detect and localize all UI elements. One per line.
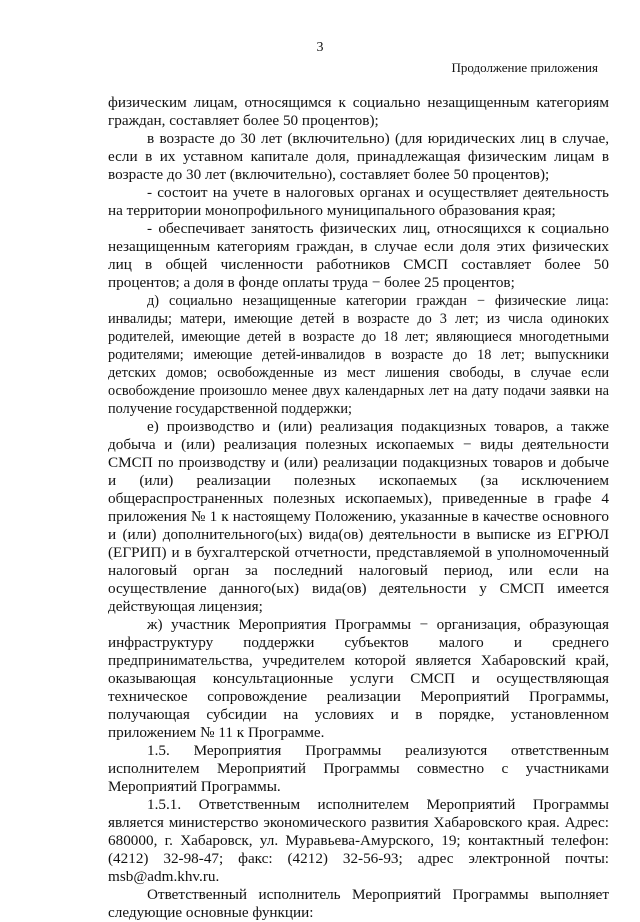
page-number: 3 (316, 40, 324, 55)
paragraph-8: 1.5. Мероприятия Программы реализуются ответственным исполнителем Мероприятий Программы совместно с участниками Мероприятий Программы. (108, 742, 609, 795)
paragraph-9: 1.5.1. Ответственным исполнителем Мероприятий Программы является министерство экономического развития Хабаровского края. Адрес: 680000, г. Хабаровск, ул. Муравьева-Амурского, 19; контактный телефон: (4212) 32-98-47; факс: (4212) 32-56-93; адрес электронной почты: msb@adm.khv.ru. (108, 796, 609, 885)
paragraph-6: е) производство и (или) реализация подакцизных товаров, а также добыча и (или) реализация полезных ископаемых − виды деятельности СМСП по производству и (или) реализации подакцизных товаров и добыче и (или) реализации полезных ископаемых (за исключением общераспространенных полезных ископаемых), приведенные в графе 4 приложения № 1 к настоящему Положению, указанные в качестве основного и (или) дополнительного(ых) вида(ов) деятельности в выписке из ЕГРЮЛ (ЕГРИП) и в бухгалтерской отчетности, представляемой в уполномоченный налоговый орган за последний налоговый период, или если на осуществление данного(ых) вида(ов) деятельности у СМСП имеется действующая лицензия; (108, 418, 609, 615)
continuation-label: Продолжение приложения (451, 60, 598, 75)
paragraph-1: физическим лицам, относящимся к социально незащищенным категориям граждан, составляет более 50 процентов); (108, 94, 609, 129)
paragraph-5: д) социально незащищенные категории граждан − физические лица: инвалиды; матери, имеющие детей в возрасте до 3 лет; из числа одиноких родителей, имеющие детей в возрасте до 18 лет; являющиеся многодетными родителями; имеющие детей-инвалидов в возрасте до 18 лет; выпускники детских домов; освобожденные из мест лишения свободы, в случае если освобождение произошло менее двух календарных лет на дату подачи заявки на получение государственной поддержки; (108, 293, 609, 417)
document-body (108, 94, 609, 922)
paragraph-3: - состоит на учете в налоговых органах и осуществляет деятельность на территории монопрофильного муниципального образования края; (108, 184, 609, 219)
paragraph-10: Ответственный исполнитель Мероприятий Программы выполняет следующие основные функции: (108, 886, 609, 921)
paragraph-7: ж) участник Мероприятия Программы − организация, образующая инфраструктуру поддержки субъектов малого и среднего предпринимательства, учредителем которой является Хабаровский край, оказывающая консультационные услуги СМСП и осуществляющая техническое сопровождение реализации Мероприятий Программы, получающая субсидии на условиях и в порядке, установленном приложением № 11 к Программе. (108, 616, 609, 741)
paragraph-2: в возрасте до 30 лет (включительно) (для юридических лиц в случае, если в их уставном капитале доля, принадлежащая физическим лицам в возрасте до 30 лет (включительно), составляет более 50 процентов); (108, 130, 609, 183)
paragraph-4: - обеспечивает занятость физических лиц, относящихся к социально незащищенным категориям граждан, в случае если доля этих физических лиц в общей численности работников СМСП составляет более 50 процентов; а доля в фонде оплаты труда − более 25 процентов; (108, 220, 609, 291)
